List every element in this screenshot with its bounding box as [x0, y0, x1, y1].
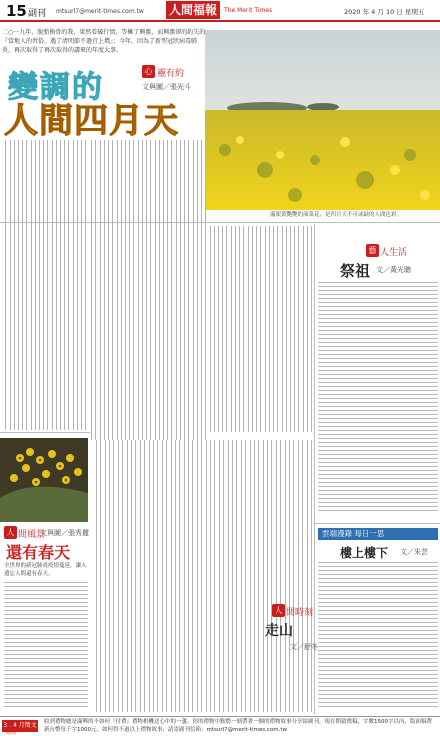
article-title-line2: 人間四月天 — [4, 101, 179, 141]
article-intro: 二○一九年，脫胎換骨的我，果然看破行情，等擁了興奮，而興奮卻的約失的『當地人的習俗，遇了清明節不過宜上墳』；今年，因為了新型冠狀病毒肺炎，再次取得了再次取得的講來的年度大事。 — [2, 29, 206, 54]
rapeseed-field-photo — [205, 30, 440, 210]
article-body-lower — [92, 440, 312, 712]
newspaper-logo: 人間福報 — [166, 1, 220, 19]
poem-byline: 文／朱芸 — [400, 548, 428, 556]
sacrifice-column-kicker: 人生活 — [380, 248, 408, 258]
orchid-lead: 全世界的新冠肺炎疫情蔓延，讓人遺忘人間還有春天。 — [4, 563, 87, 577]
sacrifice-title: 祭祖 — [340, 262, 371, 280]
essay-call-tag: 3 ․ 4 月徵文 — [2, 720, 38, 732]
column-bar: 雲端漫錄 每日一思 — [318, 528, 438, 540]
essay-call-theme: 禮物 — [6, 730, 17, 736]
article-byline: 文與圖／張光斗 — [142, 83, 191, 91]
divider — [314, 523, 440, 524]
orchid-photo — [0, 438, 88, 522]
sacrifice-byline: 文／黃光聰 — [376, 266, 411, 274]
walk-column-badge: 人 — [272, 604, 285, 617]
orchid-byline: 文與圖／張秀麗 — [40, 529, 89, 537]
divider — [314, 224, 315, 714]
article-body-left — [2, 140, 86, 430]
section-name: 副刊 — [28, 9, 47, 19]
divider — [0, 432, 90, 433]
walk-byline: 文／舒冬 — [290, 643, 318, 651]
photo-caption: 滿眼黃艷艷的油菜花，是四月天不可或缺的人間色彩。 — [270, 212, 403, 218]
article-body-upper — [88, 140, 206, 440]
poem-title: 樓上樓下 — [340, 546, 389, 560]
sacrifice-body — [318, 282, 438, 518]
orchid-body — [4, 582, 88, 712]
masthead-email: mtsurl7@merit-times.com.tw — [56, 8, 144, 15]
orchid-column-kicker: 間風景 — [18, 530, 46, 540]
issue-date: 2020 年 4 月 10 日 星期五 — [344, 8, 425, 16]
column-kicker: 靈有約 — [157, 69, 185, 79]
sacrifice-column-badge: 藝 — [366, 244, 379, 257]
article-title-line1: 變調的 — [8, 70, 104, 105]
orchid-title: 還有春天 — [6, 543, 71, 562]
essay-call-text: 收到禮物總是滿興的不如何『付禮』禮物相機送心中的一盞。你的禮物中點燃一刻帶著一個的禮物故事分享給副刊，現在開啟徵稿，字數1500字以內，版面稿費新台幣每千字1000元，如何得不過以上禮物故事，請寄副刊信箱：mtsurl7@merit-times.com.tw — [44, 719, 433, 733]
walk-column-kicker: 間時刻 — [286, 608, 314, 618]
article-body-right — [206, 226, 312, 432]
orchid-column-badge: 人 — [4, 526, 17, 539]
walk-title: 走山 — [265, 623, 293, 639]
newspaper-logo-english: The Merit Times — [224, 7, 273, 14]
page-number: 15 — [6, 2, 27, 20]
poem-body — [318, 562, 438, 712]
column-badge: 心 — [142, 65, 155, 78]
